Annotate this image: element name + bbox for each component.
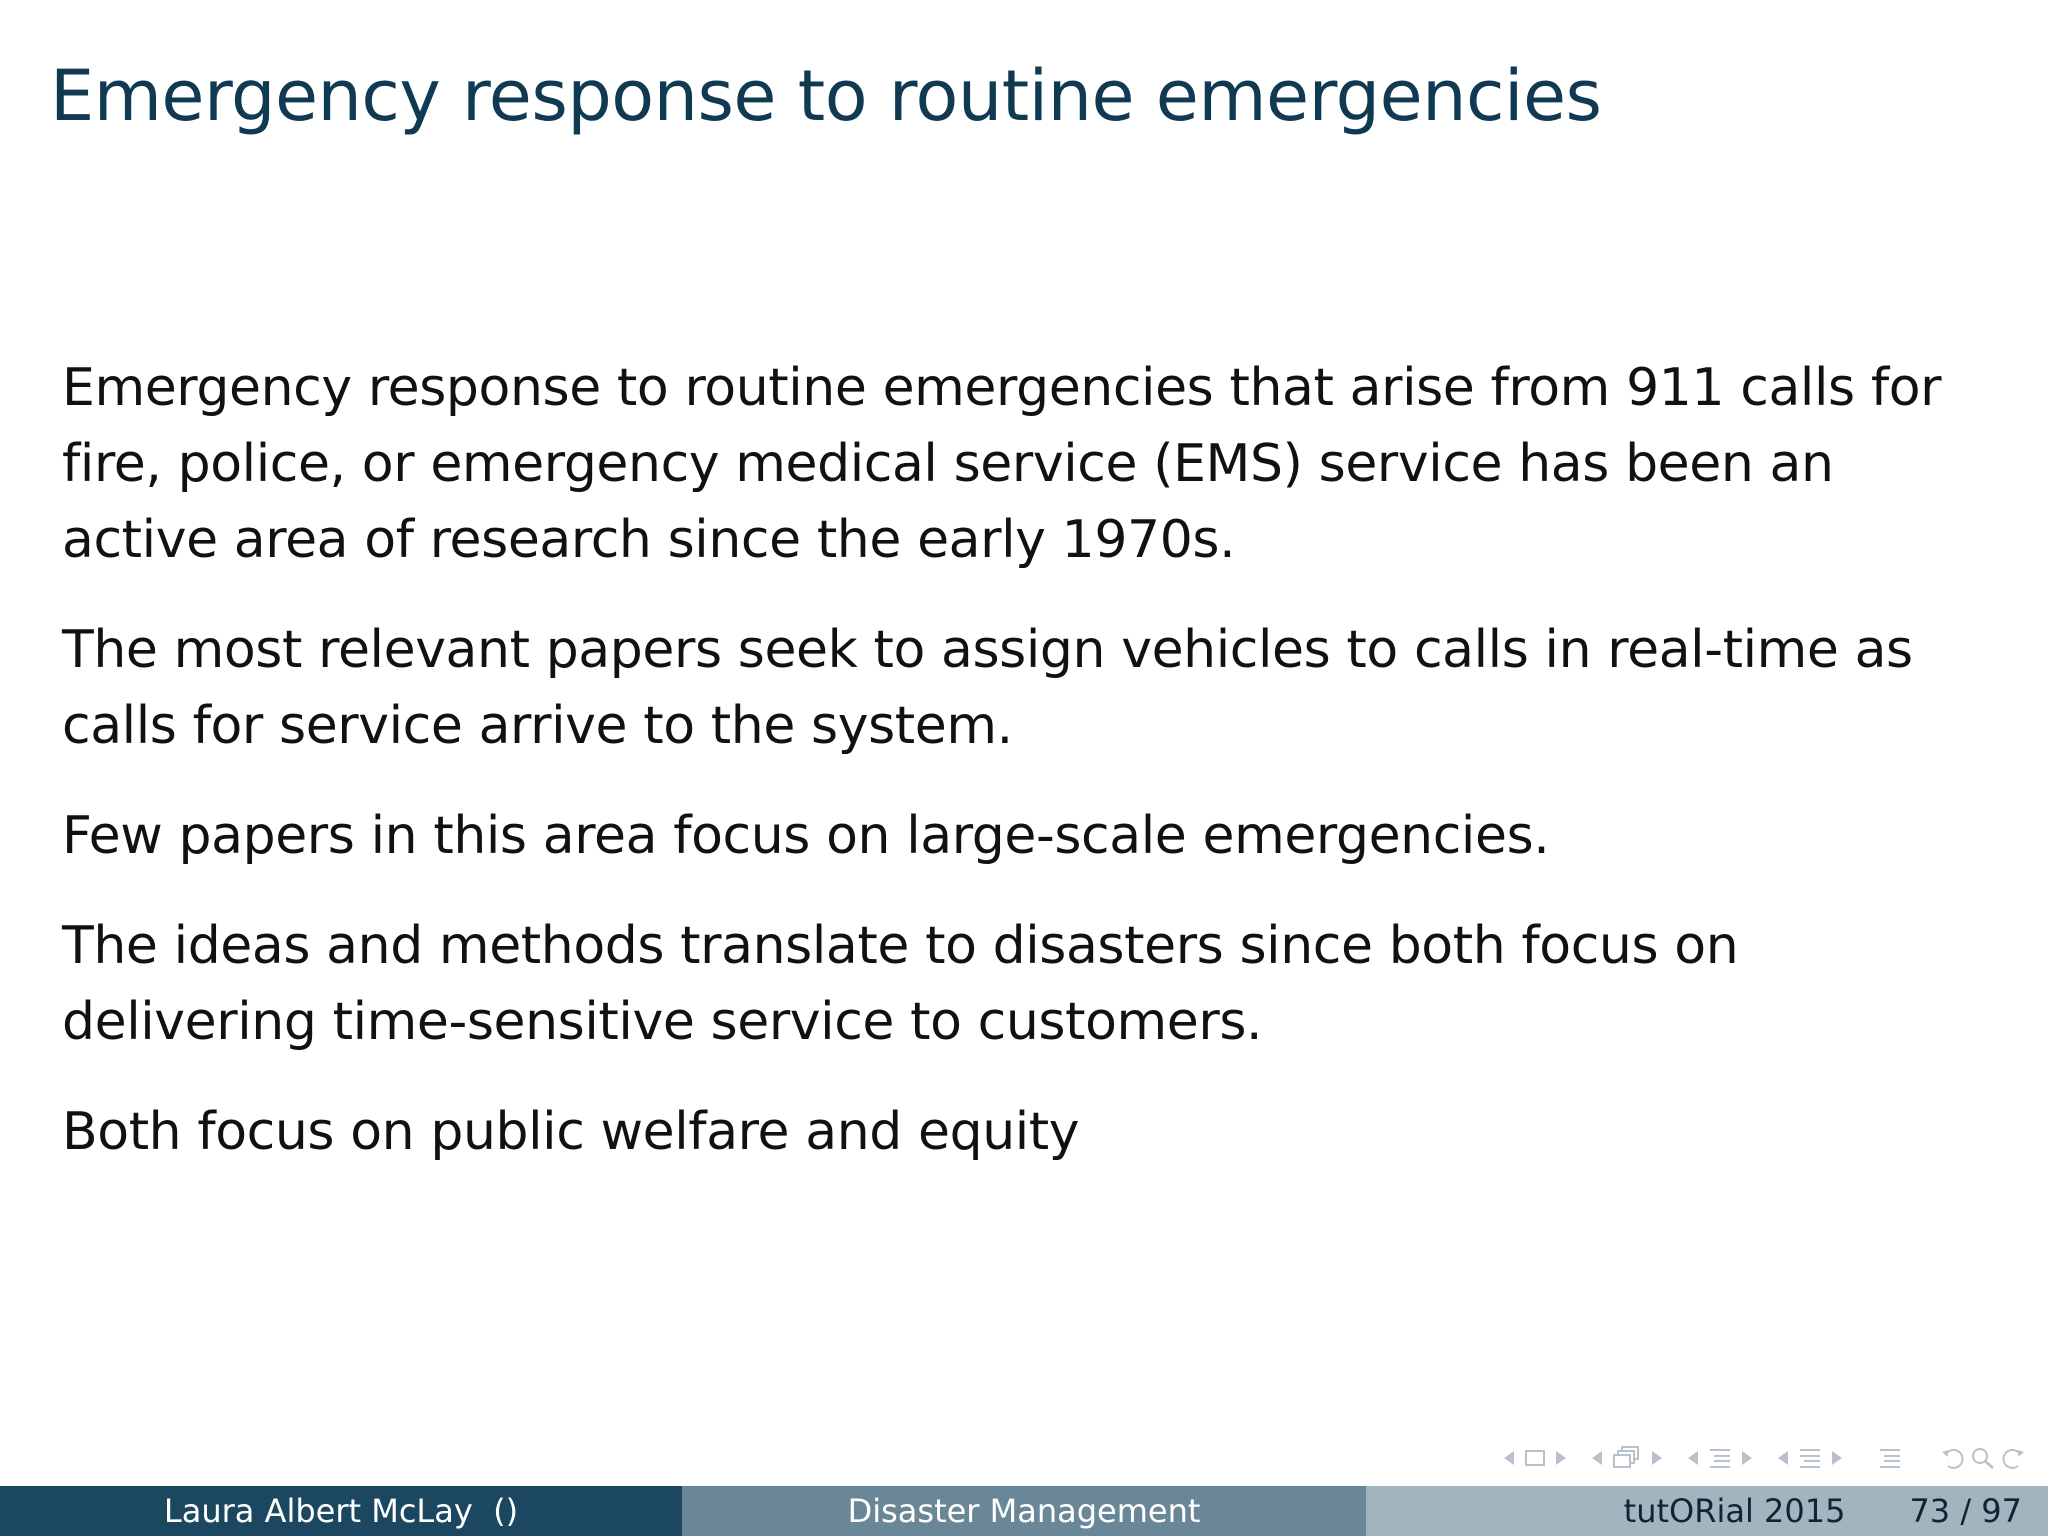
beamer-navigation (1478, 1438, 2028, 1478)
prev-arrow-icon[interactable] (1504, 1451, 1514, 1465)
frame-icon[interactable] (1612, 1445, 1642, 1471)
footer-author-cell (0, 1486, 682, 1536)
next-frame-arrow-icon[interactable] (1652, 1451, 1662, 1465)
footer-date: tutORial 2015 (1623, 1492, 1846, 1530)
next-arrow-icon[interactable] (1556, 1451, 1566, 1465)
next-section-arrow-icon[interactable] (1832, 1451, 1842, 1465)
footer-right-cell (1366, 1486, 2048, 1536)
prev-section-arrow-icon[interactable] (1778, 1451, 1788, 1465)
back-icon[interactable] (1940, 1446, 1966, 1470)
nav-slide-group (1504, 1449, 1566, 1467)
paragraph-5: Both focus on public welfare and equity (62, 1102, 1080, 1162)
page-number: 73 / 97 (1909, 1492, 2022, 1530)
subsection-icon[interactable] (1708, 1446, 1732, 1470)
footer-author: Laura Albert McLay () (163, 1492, 519, 1530)
forward-icon[interactable] (2000, 1446, 2026, 1470)
slide-title: Emergency response to routine emergencies (50, 55, 1602, 137)
footer-title-cell (682, 1486, 1366, 1536)
toc-icon[interactable] (1878, 1446, 1902, 1470)
slide-body (62, 350, 2002, 1204)
search-icon[interactable] (1970, 1446, 1996, 1470)
footer-title: Disaster Management (847, 1492, 1201, 1530)
paragraph-4: The ideas and methods translate to disasters since both focus on delivering time-sensitive service to customers. (62, 916, 1739, 1052)
paragraph-3: Few papers in this area focus on large-scale emergencies. (62, 806, 1550, 866)
nav-frame-group (1592, 1445, 1662, 1471)
nav-subsection-group (1688, 1446, 1752, 1470)
next-subsection-arrow-icon[interactable] (1742, 1451, 1752, 1465)
prev-subsection-arrow-icon[interactable] (1688, 1451, 1698, 1465)
slide-icon[interactable] (1524, 1449, 1546, 1467)
nav-search-group (1938, 1446, 2028, 1470)
section-icon[interactable] (1798, 1446, 1822, 1470)
footer-bar (0, 1486, 2048, 1536)
nav-section-group (1778, 1446, 1842, 1470)
paragraph-2: The most relevant papers seek to assign vehicles to calls in real-time as calls for service arrive to the system. (62, 620, 1913, 756)
nav-toc-group (1868, 1446, 1912, 1470)
prev-frame-arrow-icon[interactable] (1592, 1451, 1602, 1465)
paragraph-1: Emergency response to routine emergencies that arise from 911 calls for fire, police, or emergency medical service (EMS) service has been an active area of research since the early 1970s. (62, 358, 1942, 570)
